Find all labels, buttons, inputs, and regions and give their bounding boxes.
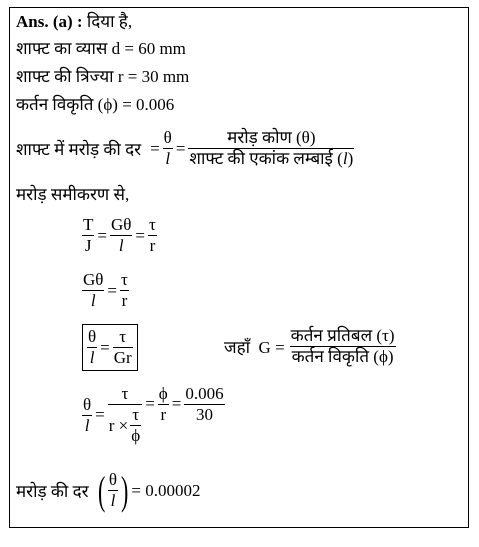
denominator: l <box>118 236 124 255</box>
fraction <box>82 395 92 436</box>
denominator <box>188 149 354 169</box>
twist-angle-per-length-fraction <box>188 128 354 169</box>
given-shear-strain: कर्तन विकृति (ϕ) = 0.006 <box>16 95 175 114</box>
right-paren: ) <box>121 467 129 513</box>
denominator: r <box>160 405 167 424</box>
torsion-equation-line-1 <box>82 215 157 256</box>
equals-sign: = <box>150 138 160 158</box>
denominator-close: ) <box>347 149 354 168</box>
twist-rate-definition <box>16 128 354 169</box>
fraction <box>87 327 97 368</box>
equals-sign: = <box>100 337 110 357</box>
numerator: मरोड़ कोण (θ) <box>188 128 354 149</box>
twist-rate-result <box>16 467 201 513</box>
result-label: मरोड़ की दर <box>16 482 89 501</box>
denominator-text: शाफ्ट की एकांक लम्बाई ( <box>189 149 343 168</box>
numerator: T <box>83 215 94 234</box>
denominator: ϕ <box>131 426 141 445</box>
equals-sign: = <box>171 394 182 413</box>
numerator: τ <box>149 215 156 234</box>
equals-sign: = <box>95 405 105 424</box>
numerator: θ <box>163 128 172 147</box>
fraction <box>108 470 118 511</box>
fraction <box>148 215 157 256</box>
answer-heading <box>16 12 132 32</box>
given-radius: शाफ्ट की त्रिज्या r = 30 mm <box>16 67 190 86</box>
numerator: 0.006 <box>185 384 224 403</box>
torsion-equation-line-3 <box>82 324 138 371</box>
theta-over-l-fraction <box>163 128 173 169</box>
fraction <box>290 326 396 367</box>
denominator-variable: l <box>342 149 348 168</box>
twist-rate-label: शाफ्ट में मरोड़ की दर <box>16 140 142 159</box>
numerator: θ <box>88 327 97 346</box>
denominator: l <box>90 291 96 310</box>
denominator-prefix: r × <box>108 415 129 435</box>
numerator: Gθ <box>110 215 132 234</box>
denominator: r <box>121 291 128 310</box>
boxed-result <box>82 324 138 371</box>
equals-sign: = <box>97 225 107 245</box>
numerator: θ <box>83 394 92 414</box>
numerator: ϕ <box>158 384 168 403</box>
where-label: जहाँ G = <box>224 338 285 357</box>
fraction <box>113 327 133 368</box>
fraction <box>82 215 94 256</box>
fraction <box>82 270 104 311</box>
denominator: l <box>110 491 116 510</box>
fraction <box>184 384 224 425</box>
equals-sign: = <box>145 394 155 413</box>
equals-sign: = <box>107 280 118 300</box>
numerator: τ <box>113 327 133 348</box>
denominator: J <box>84 236 92 255</box>
equals-sign: = <box>175 138 186 158</box>
denominator <box>108 405 142 446</box>
numerator: Gθ <box>83 270 104 289</box>
nested-fraction <box>130 405 141 446</box>
modulus-definition <box>224 326 396 367</box>
result-value: = 0.00002 <box>131 480 201 500</box>
fraction <box>110 215 132 256</box>
left-paren: ( <box>97 467 105 513</box>
fraction <box>120 270 129 311</box>
numerator: τ <box>121 270 128 289</box>
numerator: कर्तन प्रतिबल (τ) <box>290 326 395 345</box>
denominator: l <box>165 149 171 168</box>
torsion-equation-line-4 <box>82 384 225 446</box>
fraction <box>158 384 169 425</box>
answer-intro: दिया है, <box>86 12 133 31</box>
denominator: l <box>89 348 95 367</box>
torsion-equation-heading: मरोड़ समीकरण से, <box>16 185 130 204</box>
fraction <box>108 384 142 446</box>
denominator: 30 <box>195 405 213 424</box>
given-diameter: शाफ्ट का व्यास d = 60 mm <box>16 39 186 58</box>
answer-label: Ans. (a) : <box>16 12 83 31</box>
equals-sign: = <box>135 225 145 245</box>
torsion-equation-line-2 <box>82 270 129 311</box>
numerator: τ <box>130 405 141 426</box>
numerator: τ <box>108 384 142 405</box>
denominator: कर्तन विकृति (ϕ) <box>291 347 394 366</box>
denominator: Gr <box>113 348 132 367</box>
numerator: θ <box>108 470 118 489</box>
denominator: l <box>84 415 90 435</box>
denominator: r <box>149 236 156 255</box>
